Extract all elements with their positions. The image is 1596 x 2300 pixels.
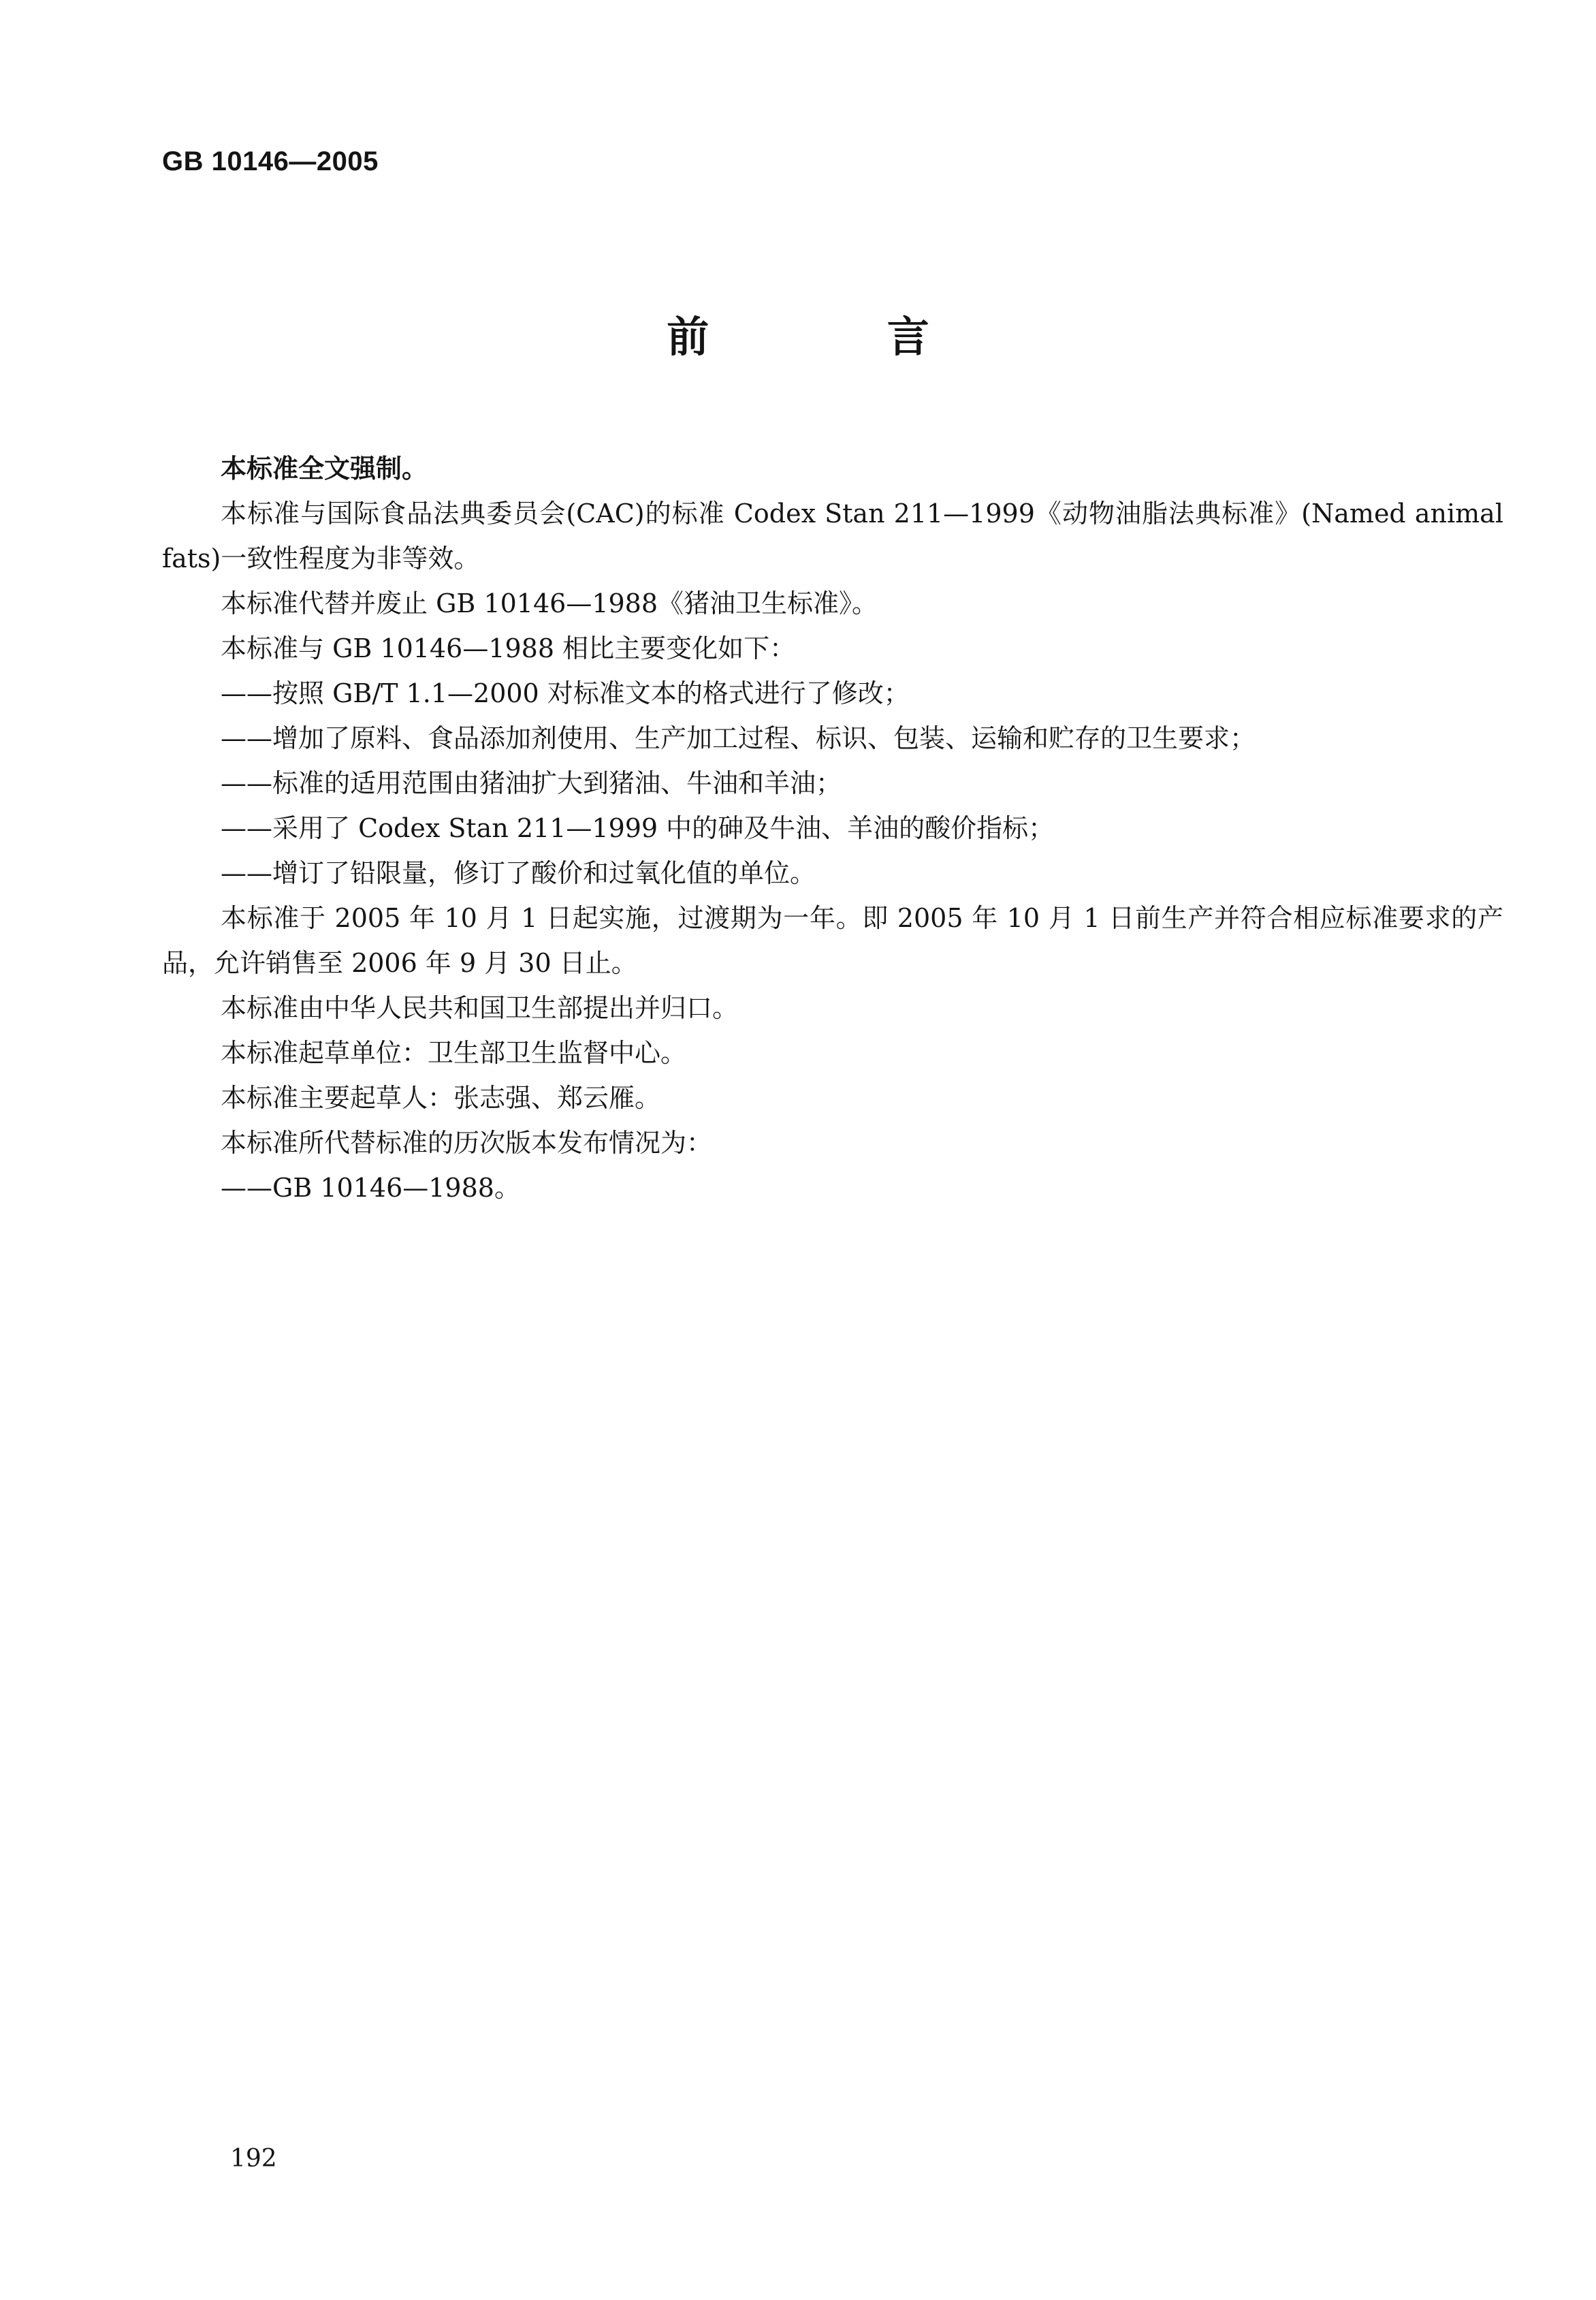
history-item: ——GB 10146—1988。 [221,1173,520,1203]
drafters-paragraph: 本标准主要起草人：张志强、郑云雁。 [221,1083,661,1113]
foreword-body [162,446,1503,1210]
mandatory-statement: 本标准全文强制。 [221,454,428,484]
implementation-paragraph: 本标准于 2005 年 10 月 1 日起实施，过渡期为一年。即 2005 年 10 月 1 日前生产并符合相应标准要求的产品，允许销售至 2006 年 9 月 30 日止。 [162,903,1503,978]
proposer-paragraph: 本标准由中华人民共和国卫生部提出并归口。 [221,993,739,1023]
replacement-paragraph: 本标准代替并废止 GB 10146—1988《猪油卫生标准》。 [221,588,878,618]
consistency-paragraph: 本标准与国际食品法典委员会(CAC)的标准 Codex Stan 211—1999《动物油脂法典标准》(Named animal fats)一致性程度为非等效。 [162,499,1503,573]
change-item: ——按照 GB/T 1.1—2000 对标准文本的格式进行了修改； [221,678,910,708]
change-item: ——增加了原料、食品添加剂使用、生产加工过程、标识、包装、运输和贮存的卫生要求； [221,723,1256,753]
standard-code: GB 10146—2005 [162,146,379,176]
change-item: ——标准的适用范围由猪油扩大到猪油、牛油和羊油； [221,768,842,798]
changes-intro: 本标准与 GB 10146—1988 相比主要变化如下： [221,633,796,663]
history-intro: 本标准所代替标准的历次版本发布情况为： [221,1128,713,1158]
page-title: 前 言 [667,312,1011,362]
page-number: 192 [230,2145,277,2173]
change-item: ——增订了铅限量，修订了酸价和过氧化值的单位。 [221,858,816,888]
drafting-unit-paragraph: 本标准起草单位：卫生部卫生监督中心。 [221,1038,687,1068]
change-item: ——采用了 Codex Stan 211—1999 中的砷及牛油、羊油的酸价指标； [221,813,1055,843]
